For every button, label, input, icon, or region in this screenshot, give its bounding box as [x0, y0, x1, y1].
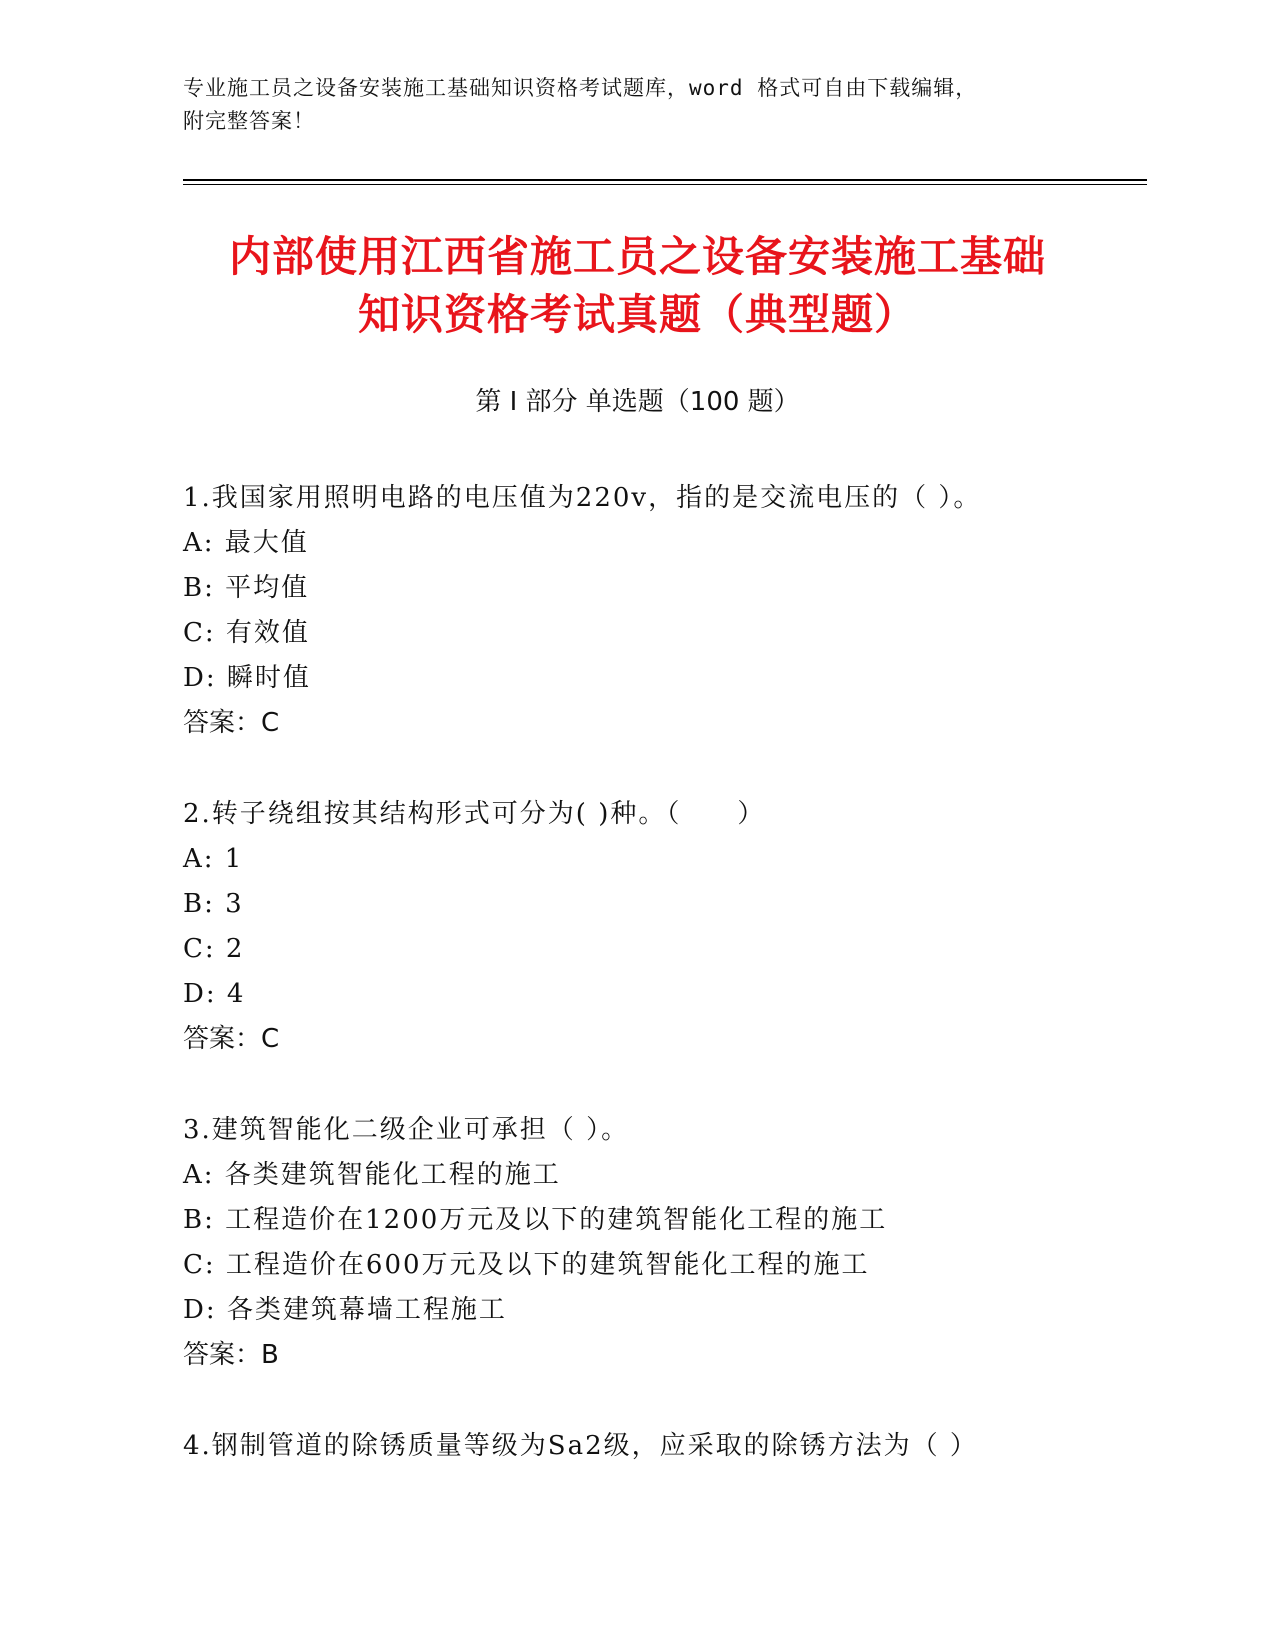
question-item	[183, 476, 1143, 746]
question-item	[183, 1108, 1143, 1378]
document-title-line-1: 内部使用江西省施工员之设备安装施工基础	[228, 232, 1046, 281]
question-item	[183, 792, 1143, 1062]
header-divider-thin	[183, 184, 1147, 185]
section-title: 第 I 部分 单选题（100 题）	[475, 387, 800, 417]
question-list	[183, 476, 1143, 1515]
question-stem: 1.我国家用照明电路的电压值为220v，指的是交流电压的（ ）。	[183, 483, 982, 513]
option-d: D: 瞬时值	[183, 663, 311, 693]
answer: 答案：B	[183, 1340, 279, 1370]
header-note	[183, 72, 1103, 138]
option-d: D: 各类建筑幕墙工程施工	[183, 1295, 507, 1325]
option-b: B: 平均值	[183, 573, 310, 603]
document-title	[150, 228, 1125, 344]
option-b: B: 3	[183, 889, 244, 919]
question-stem: 4.钢制管道的除锈质量等级为Sa2级，应采取的除锈方法为（ ）	[183, 1431, 978, 1461]
option-c: C: 2	[183, 934, 245, 964]
question-item	[183, 1424, 1143, 1469]
header-note-line-2: 附完整答案！	[183, 109, 315, 133]
question-stem: 2.转子绕组按其结构形式可分为( )种。（ ）	[183, 799, 766, 829]
header-divider	[183, 179, 1147, 181]
document-title-line-2: 知识资格考试真题（典型题）	[357, 290, 917, 339]
answer: 答案：C	[183, 708, 280, 738]
option-a: A: 各类建筑智能化工程的施工	[183, 1160, 561, 1190]
option-c: C: 有效值	[183, 618, 310, 648]
answer: 答案：C	[183, 1024, 280, 1054]
option-c: C: 工程造价在600万元及以下的建筑智能化工程的施工	[183, 1250, 870, 1280]
header-note-line-1: 专业施工员之设备安装施工基础知识资格考试题库，word 格式可自由下载编辑，	[183, 76, 978, 100]
question-stem: 3.建筑智能化二级企业可承担（ ）。	[183, 1115, 630, 1145]
option-b: B: 工程造价在1200万元及以下的建筑智能化工程的施工	[183, 1205, 888, 1235]
option-d: D: 4	[183, 979, 246, 1009]
option-a: A: 1	[183, 844, 244, 874]
option-a: A: 最大值	[183, 528, 309, 558]
